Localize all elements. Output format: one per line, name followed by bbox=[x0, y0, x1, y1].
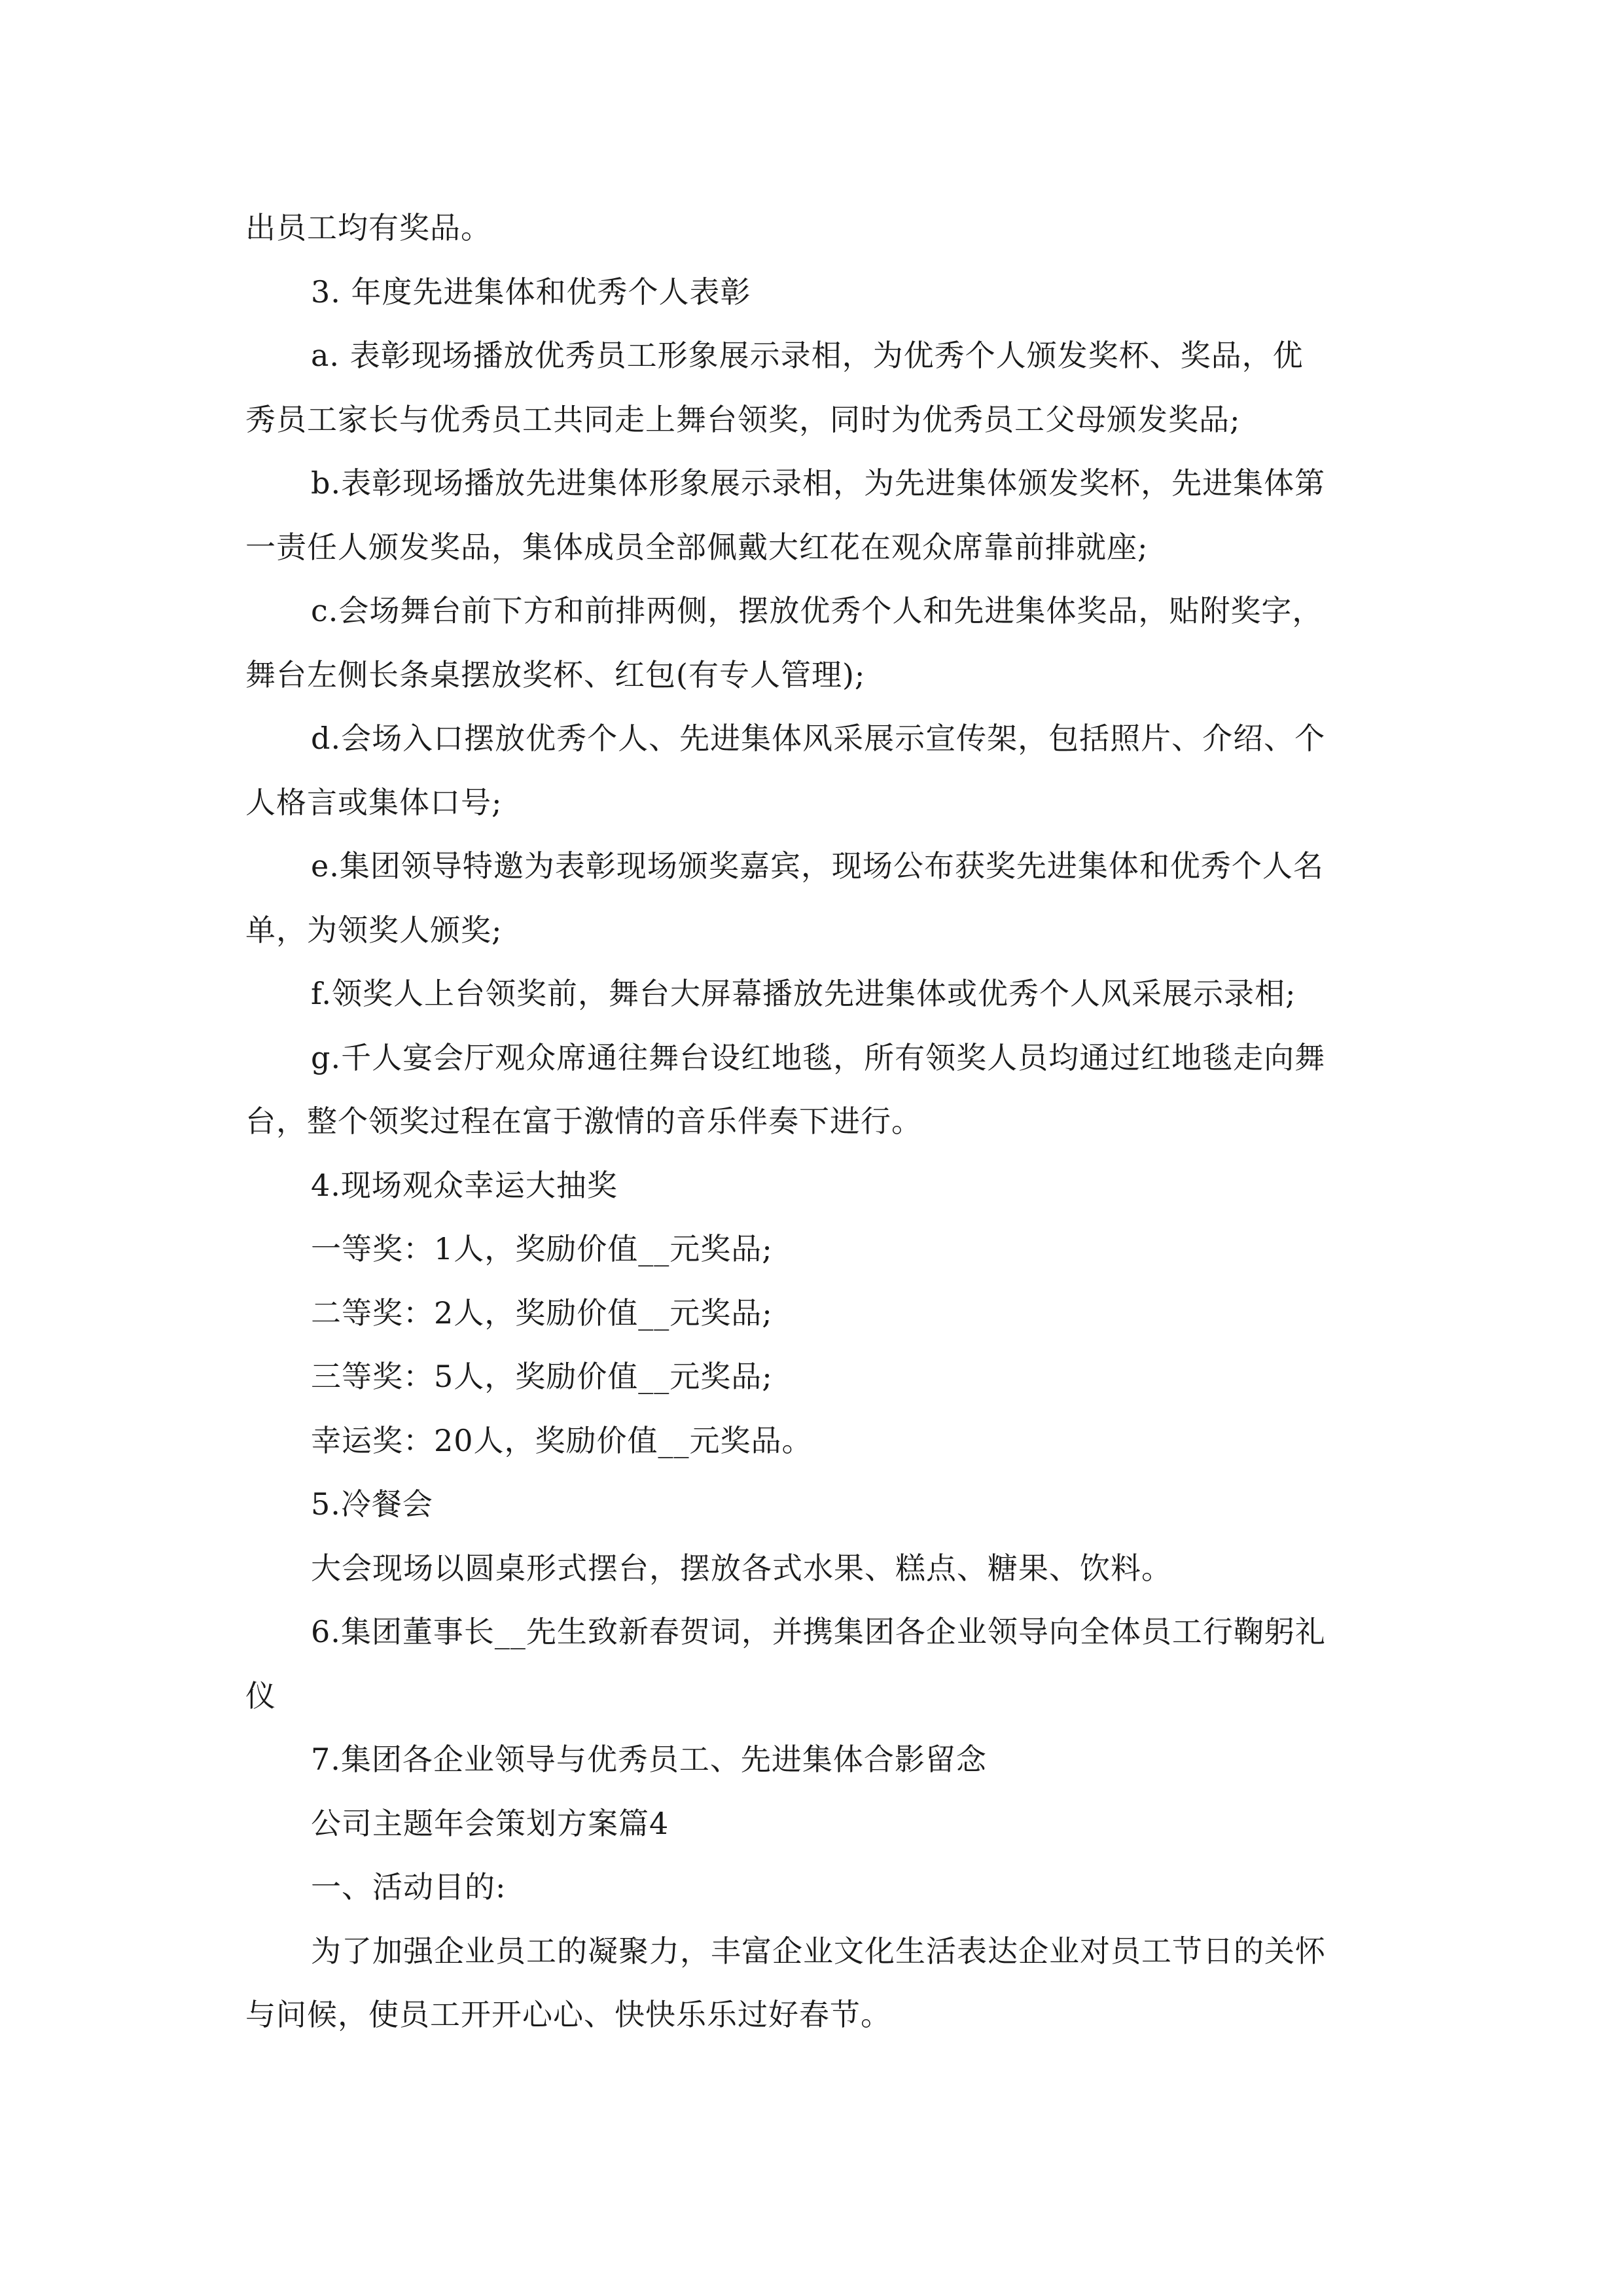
text-line: 舞台左侧长条桌摆放奖杯、红包(有专人管理); bbox=[245, 656, 866, 692]
text-line: 出员工均有奖品。 bbox=[245, 210, 491, 245]
text-line: d.会场入口摆放优秀个人、先进集体风采展示宣传架，包括照片、介绍、个 bbox=[311, 721, 1326, 756]
text-line: 幸运奖：20人，奖励价值__元奖品。 bbox=[311, 1422, 813, 1458]
text-line: 仪 bbox=[245, 1677, 276, 1713]
text-line: 公司主题年会策划方案篇4 bbox=[311, 1805, 669, 1841]
text-line: 5.冷餐会 bbox=[311, 1486, 433, 1522]
text-line: 4.现场观众幸运大抽奖 bbox=[311, 1167, 618, 1203]
text-line: 一责任人颁发奖品，集体成员全部佩戴大红花在观众席靠前排就座; bbox=[245, 529, 1149, 565]
text-line: 二等奖：2人，奖励价值__元奖品; bbox=[311, 1295, 773, 1331]
text-line: f.领奖人上台领奖前，舞台大屏幕播放先进集体或优秀个人风采展示录相; bbox=[311, 976, 1296, 1011]
text-line: e.集团领导特邀为表彰现场颁奖嘉宾，现场公布获奖先进集体和优秀个人名 bbox=[311, 848, 1324, 884]
document-page bbox=[245, 196, 1384, 2047]
text-line: 一、活动目的: bbox=[311, 1869, 507, 1905]
text-line: 三等奖：5人，奖励价值__元奖品; bbox=[311, 1359, 773, 1394]
text-line: 与问候，使员工开开心心、快快乐乐过好春节。 bbox=[245, 1997, 891, 2032]
text-line: b.表彰现场播放先进集体形象展示录相，为先进集体颁发奖杯，先进集体第 bbox=[311, 465, 1326, 501]
text-line: g.千人宴会厅观众席通往舞台设红地毯，所有领奖人员均通过红地毯走向舞 bbox=[311, 1039, 1326, 1075]
text-line: c.会场舞台前下方和前排两侧，摆放优秀个人和先进集体奖品，贴附奖字， bbox=[311, 593, 1323, 628]
text-line: 3. 年度先进集体和优秀个人表彰 bbox=[311, 274, 751, 310]
text-line: 一等奖：1人，奖励价值__元奖品; bbox=[311, 1231, 773, 1266]
text-line: 秀员工家长与优秀员工共同走上舞台领奖，同时为优秀员工父母颁发奖品; bbox=[245, 401, 1241, 437]
text-line: 为了加强企业员工的凝聚力，丰富企业文化生活表达企业对员工节日的关怀 bbox=[311, 1933, 1326, 1969]
text-line: 7.集团各企业领导与优秀员工、先进集体合影留念 bbox=[311, 1742, 987, 1777]
text-line: 单，为领奖人颁奖; bbox=[245, 912, 503, 948]
text-line: 人格言或集体口号; bbox=[245, 784, 503, 820]
text-line: a. 表彰现场播放优秀员工形象展示录相，为优秀个人颁发奖杯、奖品，优 bbox=[311, 338, 1304, 373]
text-line: 6.集团董事长__先生致新春贺词，并携集团各企业领导向全体员工行鞠躬礼 bbox=[311, 1614, 1326, 1649]
text-line: 台，整个领奖过程在富于激情的音乐伴奏下进行。 bbox=[245, 1103, 922, 1139]
text-line: 大会现场以圆桌形式摆台，摆放各式水果、糕点、糖果、饮料。 bbox=[311, 1550, 1172, 1586]
